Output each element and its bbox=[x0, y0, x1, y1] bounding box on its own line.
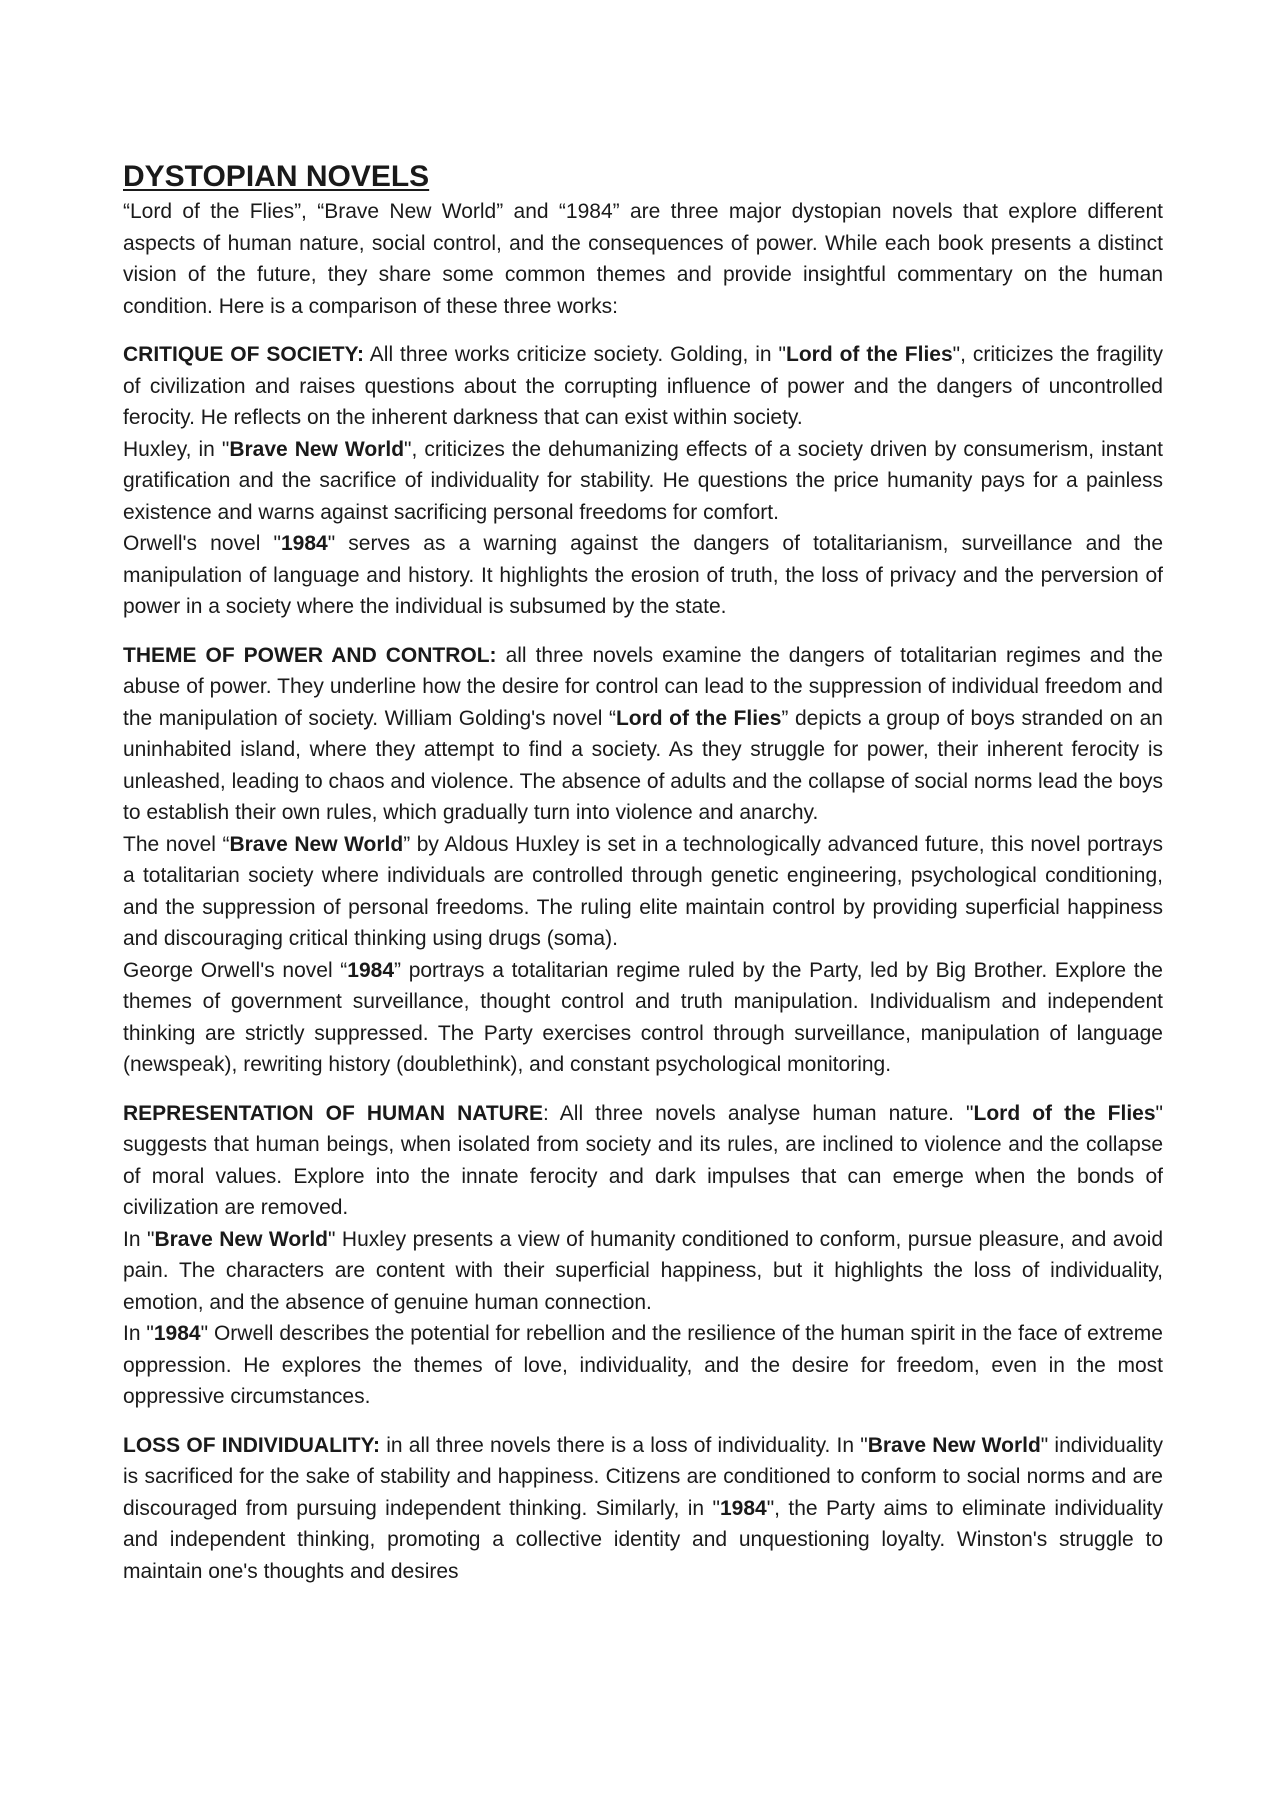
book-title: 1984 bbox=[719, 1496, 767, 1520]
text-run: ” by Aldous Huxley is set in a technologically advanced future, this novel portrays a totalitarian society where individuals are controlled through genetic engineering, psychological conditioning, and the suppression of personal freedoms. The ruling elite maintain control by providing superficial happiness and discouraging critical thinking using drugs (soma). bbox=[123, 832, 1163, 950]
section-paragraph bbox=[123, 955, 1163, 1081]
sections-container bbox=[123, 339, 1163, 1587]
book-title: 1984 bbox=[347, 958, 395, 982]
section-paragraph bbox=[123, 1224, 1163, 1319]
section-paragraph bbox=[123, 1430, 1163, 1588]
section-paragraph bbox=[123, 1318, 1163, 1413]
text-run: all three novels examine the dangers of totalitarian regimes and the abuse of power. They underline how the desire for control can lead to the suppression of individual freedom and the manipulation of society. William Golding's novel “ bbox=[123, 643, 1163, 730]
text-run: ", criticizes the fragility of civilization and raises questions about the corrupting influence of power and the dangers of uncontrolled ferocity. He reflects on the inherent darkness that can exist within society. bbox=[123, 343, 1163, 429]
text-run: " Orwell describes the potential for rebellion and the resilience of the human spirit in the face of extreme oppression. He explores the themes of love, individuality, and the desire for freedom, even in the most oppressive circumstances. bbox=[123, 1322, 1163, 1408]
text-run: " Huxley presents a view of humanity conditioned to conform, pursue pleasure, and avoid pain. The characters are content with their superficial happiness, but it highlights the loss of individuality, emotion, and the absence of genuine human connection. bbox=[123, 1227, 1164, 1314]
book-title: 1984 bbox=[153, 1322, 201, 1345]
section-paragraph bbox=[123, 1098, 1163, 1224]
book-title: Lord of the Flies bbox=[615, 706, 782, 730]
text-run: In " bbox=[123, 1322, 154, 1345]
book-title: Lord of the Flies bbox=[786, 343, 953, 366]
book-title: Brave New World bbox=[229, 437, 405, 461]
section-paragraph bbox=[123, 339, 1163, 434]
section bbox=[123, 1430, 1163, 1588]
text-run: ” depicts a group of boys stranded on an uninhabited island, where they attempt to find a society. As they struggle for power, their inherent ferocity is unleashed, leading to chaos and violence. The absence of adults and the collapse of social norms lead the boys to establish their own rules, which gradually turn into violence and anarchy. bbox=[123, 706, 1163, 824]
section-heading: CRITIQUE OF SOCIETY: bbox=[123, 343, 364, 366]
section-paragraph bbox=[123, 640, 1163, 829]
section-heading: THEME OF POWER AND CONTROL: bbox=[123, 643, 497, 667]
section-heading: REPRESENTATION OF HUMAN NATURE bbox=[123, 1101, 544, 1125]
text-run: " individuality is sacrificed for the sake of stability and happiness. Citizens are conditioned to conform to social norms and are discouraged from pursuing independent thinking. Similarly, in " bbox=[123, 1433, 1163, 1520]
text-run: " serves as a warning against the dangers of totalitarianism, surveillance and the manipulation of language and history. It highlights the erosion of truth, the loss of privacy and the perversion of power in a society where the individual is subsumed by the state. bbox=[123, 532, 1164, 618]
section bbox=[123, 339, 1163, 623]
text-run: Orwell's novel " bbox=[123, 532, 281, 555]
section-paragraph bbox=[123, 829, 1163, 955]
text-run: All three works criticize society. Golding, in " bbox=[369, 343, 787, 366]
section-heading: LOSS OF INDIVIDUALITY: bbox=[123, 1433, 381, 1457]
section bbox=[123, 1098, 1163, 1413]
book-title: Brave New World bbox=[229, 832, 404, 856]
text-run: The novel “ bbox=[123, 832, 230, 856]
book-title: Brave New World bbox=[154, 1227, 329, 1251]
document-page bbox=[123, 158, 1163, 1587]
text-run: ", criticizes the dehumanizing effects of a society driven by consumerism, instant gratification and the sacrifice of individuality for stability. He questions the price humanity pays for a painless existence and warns against sacrificing personal freedoms for comfort. bbox=[123, 437, 1164, 524]
text-run: " suggests that human beings, when isolated from society and its rules, are inclined to violence and the collapse of moral values. Explore into the innate ferocity and dark impulses that can emerge when the bonds of civilization are removed. bbox=[123, 1101, 1163, 1219]
book-title: Lord of the Flies bbox=[973, 1101, 1156, 1125]
text-run: in all three novels there is a loss of individuality. In " bbox=[386, 1433, 868, 1457]
text-run: ", the Party aims to eliminate individuality and independent thinking, promoting a collective identity and unquestioning loyalty. Winston's struggle to maintain one's thoughts and desires bbox=[123, 1496, 1163, 1583]
text-run: Huxley, in " bbox=[123, 437, 230, 461]
section-paragraph bbox=[123, 528, 1163, 623]
book-title: 1984 bbox=[280, 532, 328, 555]
text-run: : All three novels analyse human nature. " bbox=[543, 1101, 974, 1125]
section bbox=[123, 640, 1163, 1081]
page-title: DYSTOPIAN NOVELS bbox=[123, 160, 430, 193]
text-run: In " bbox=[123, 1227, 155, 1251]
section-paragraph bbox=[123, 434, 1163, 529]
text-run: ” portrays a totalitarian regime ruled by the Party, led by Big Brother. Explore the themes of government surveillance, thought control and truth manipulation. Individualism and independent thinking are strictly suppressed. The Party exercises control through surveillance, manipulation of language (newspeak), rewriting history (doublethink), and constant psychological monitoring. bbox=[123, 958, 1163, 1076]
intro-paragraph: “Lord of the Flies”, “Brave New World” and “1984” are three major dystopian novels that explore different aspects of human nature, social control, and the consequences of power. While each book presents a distinct vision of the future, they share some common themes and provide insightful commentary on the human condition. Here is a comparison of these three works: bbox=[123, 200, 1163, 318]
book-title: Brave New World bbox=[867, 1433, 1041, 1457]
text-run: George Orwell's novel “ bbox=[123, 958, 348, 982]
